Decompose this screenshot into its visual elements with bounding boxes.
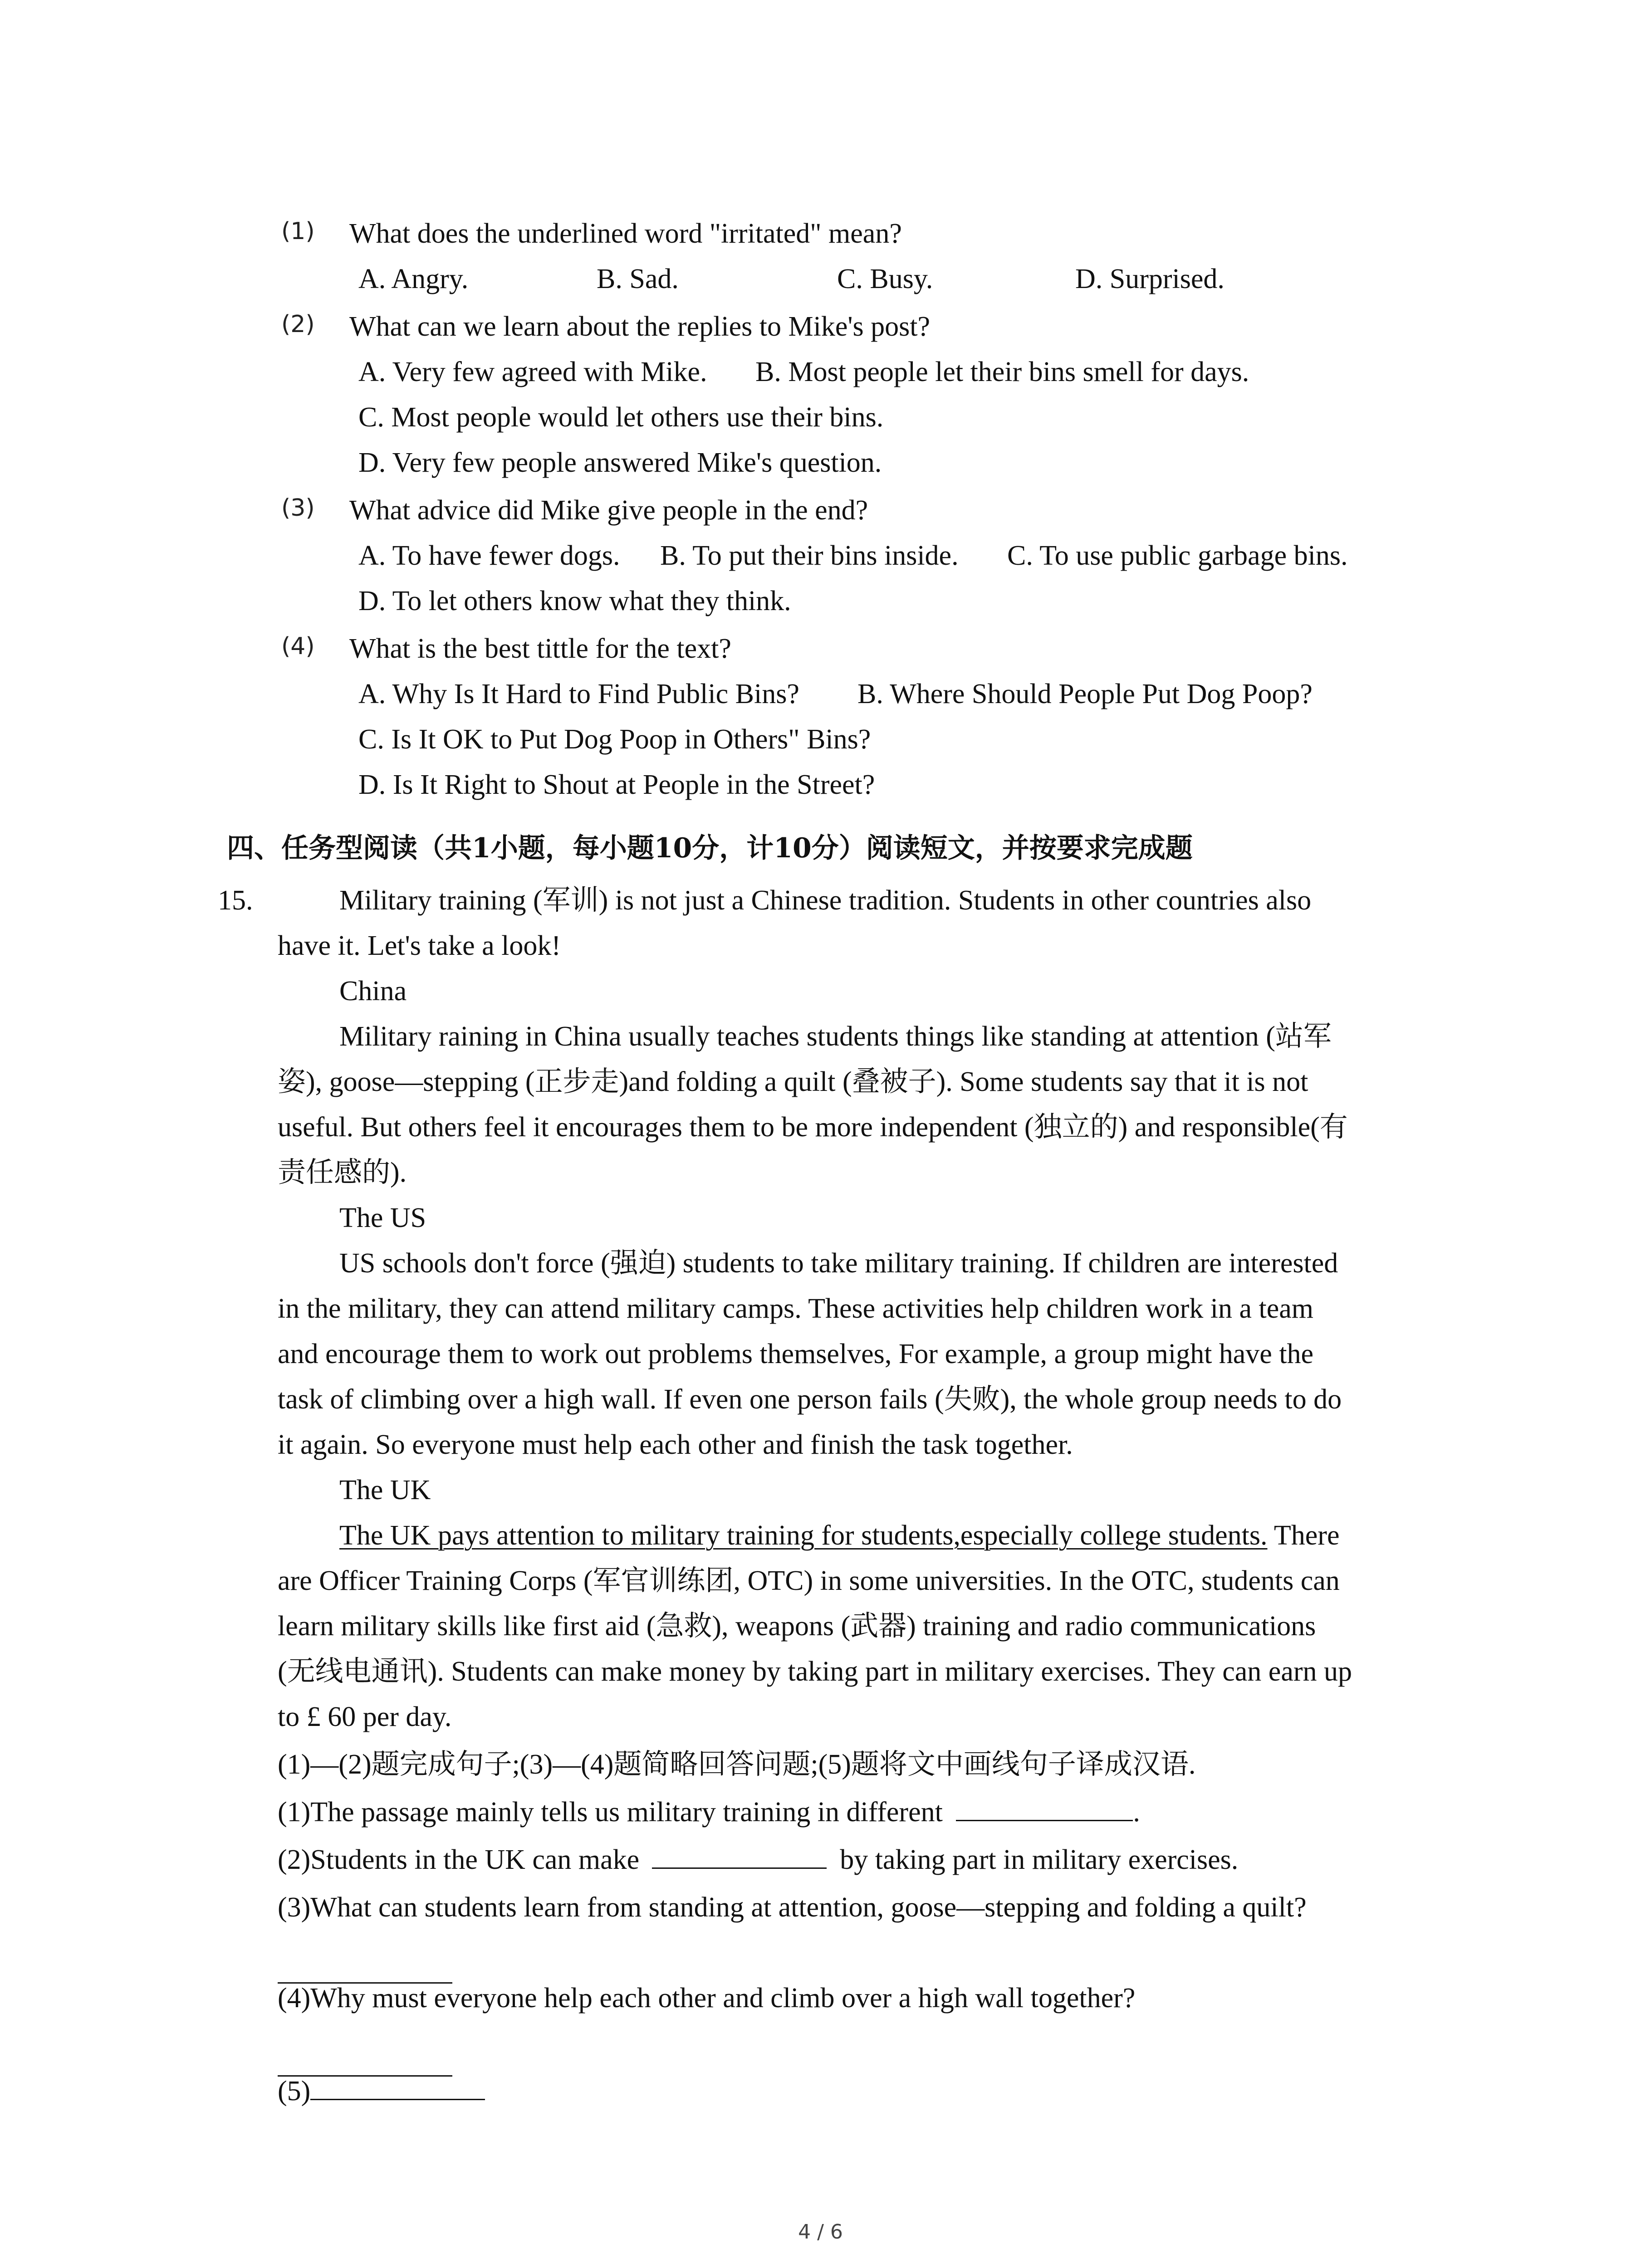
subheading-uk: The UK xyxy=(339,1475,431,1505)
task-2-text: (2)Students in the UK can make xyxy=(278,1844,640,1875)
question-number: (3) xyxy=(281,494,315,522)
passage-line: (无线电通讯). Students can make money by taking part in military exercises. They can earn up xyxy=(278,1656,1352,1687)
task-instructions: (1)—(2)题完成句子;(3)—(4)题简略回答问题;(5)题将文中画线句子译成汉语. xyxy=(278,1749,1196,1780)
task-3-question: (3)What can students learn from standing at attention, goose—stepping and folding a quilt? xyxy=(278,1892,1307,1923)
option-d: D. Is It Right to Shout at People in the Street? xyxy=(358,769,875,800)
subheading-china: China xyxy=(339,976,407,1007)
task-2-text-end: by taking part in military exercises. xyxy=(840,1844,1239,1875)
task-2-blank[interactable] xyxy=(652,1842,827,1869)
task-5-label: (5) xyxy=(278,2076,311,2107)
subheading-us: The US xyxy=(339,1202,426,1233)
passage-line: it again. So everyone must help each other and finish the task together. xyxy=(278,1429,1073,1460)
passage-line: to £ 60 per day. xyxy=(278,1701,452,1732)
passage-line: are Officer Training Corps (军官训练团, OTC) in some universities. In the OTC, students can xyxy=(278,1565,1340,1596)
question-number: (4) xyxy=(281,633,315,660)
option-b: B. To put their bins inside. xyxy=(660,540,959,571)
option-c: C. Busy. xyxy=(837,264,933,294)
task-1-blank[interactable] xyxy=(956,1794,1133,1821)
option-a: A. Why Is It Hard to Find Public Bins? xyxy=(358,679,799,709)
passage-line: have it. Let's take a look! xyxy=(278,930,561,961)
question-number: (2) xyxy=(281,311,315,338)
passage-line: and encourage them to work out problems themselves, For example, a group might have the xyxy=(278,1339,1314,1369)
option-b: B. Where Should People Put Dog Poop? xyxy=(857,679,1313,709)
option-b: B. Sad. xyxy=(597,264,679,294)
passage-line: in the military, they can attend military camps. These activities help children work in a team xyxy=(278,1293,1313,1324)
question-number-15: 15. xyxy=(218,885,253,916)
task-1-end: . xyxy=(1133,1797,1140,1828)
passage-line: US schools don't force (强迫) students to take military training. If children are interested xyxy=(339,1248,1338,1279)
option-b: B. Most people let their bins smell for days. xyxy=(755,357,1249,387)
option-d: D. Surprised. xyxy=(1075,264,1225,294)
task-2 xyxy=(278,1842,1238,1878)
question-number: (1) xyxy=(281,218,315,245)
option-c: C. Most people would let others use their bins. xyxy=(358,402,884,433)
option-c: C. Is It OK to Put Dog Poop in Others" Bins? xyxy=(358,724,871,755)
question-text: What advice did Mike give people in the end? xyxy=(349,495,868,526)
task-1 xyxy=(278,1794,1140,1830)
option-c: C. To use public garbage bins. xyxy=(1007,540,1348,571)
option-a: A. Very few agreed with Mike. xyxy=(358,357,707,387)
passage-line: Military training (军训) is not just a Chinese tradition. Students in other countries also xyxy=(339,885,1312,916)
passage-line: useful. But others feel it encourages them to be more independent (独立的) and responsible(有 xyxy=(278,1112,1348,1143)
option-d: D. To let others know what they think. xyxy=(358,586,791,616)
passage-line-underlined-container xyxy=(339,1517,1339,1554)
question-text: What does the underlined word "irritated" mean? xyxy=(349,218,902,249)
page-number: 4 / 6 xyxy=(798,2220,843,2244)
passage-line: 姿), goose—stepping (正步走)and folding a quilt (叠被子). Some students say that it is not xyxy=(278,1066,1308,1097)
passage-line: learn military skills like first aid (急救), weapons (武器) training and radio communications xyxy=(278,1611,1316,1642)
passage-line: Military raining in China usually teaches students things like standing at attention (站军 xyxy=(339,1021,1332,1052)
task-1-text: (1)The passage mainly tells us military training in different xyxy=(278,1797,943,1828)
passage-line-tail: There xyxy=(1274,1520,1340,1551)
passage-line: task of climbing over a high wall. If even one person fails (失败), the whole group needs to do xyxy=(278,1384,1342,1415)
task-5-blank[interactable] xyxy=(310,2073,485,2100)
option-d: D. Very few people answered Mike's question. xyxy=(358,447,882,478)
task-4-question: (4)Why must everyone help each other and climb over a high wall together? xyxy=(278,1983,1136,2014)
question-text: What can we learn about the replies to Mike's post? xyxy=(349,311,931,342)
question-text: What is the best tittle for the text? xyxy=(349,633,731,664)
underlined-sentence: The UK pays attention to military training for students,especially college students. xyxy=(339,1520,1268,1551)
option-a: A. To have fewer dogs. xyxy=(358,540,620,571)
section-header: 四、任务型阅读（共1小题，每小题10分，计10分）阅读短文，并按要求完成题 xyxy=(227,832,1193,864)
passage-line: 责任感的). xyxy=(278,1157,407,1188)
option-a: A. Angry. xyxy=(358,264,469,294)
task-5 xyxy=(278,2073,485,2109)
